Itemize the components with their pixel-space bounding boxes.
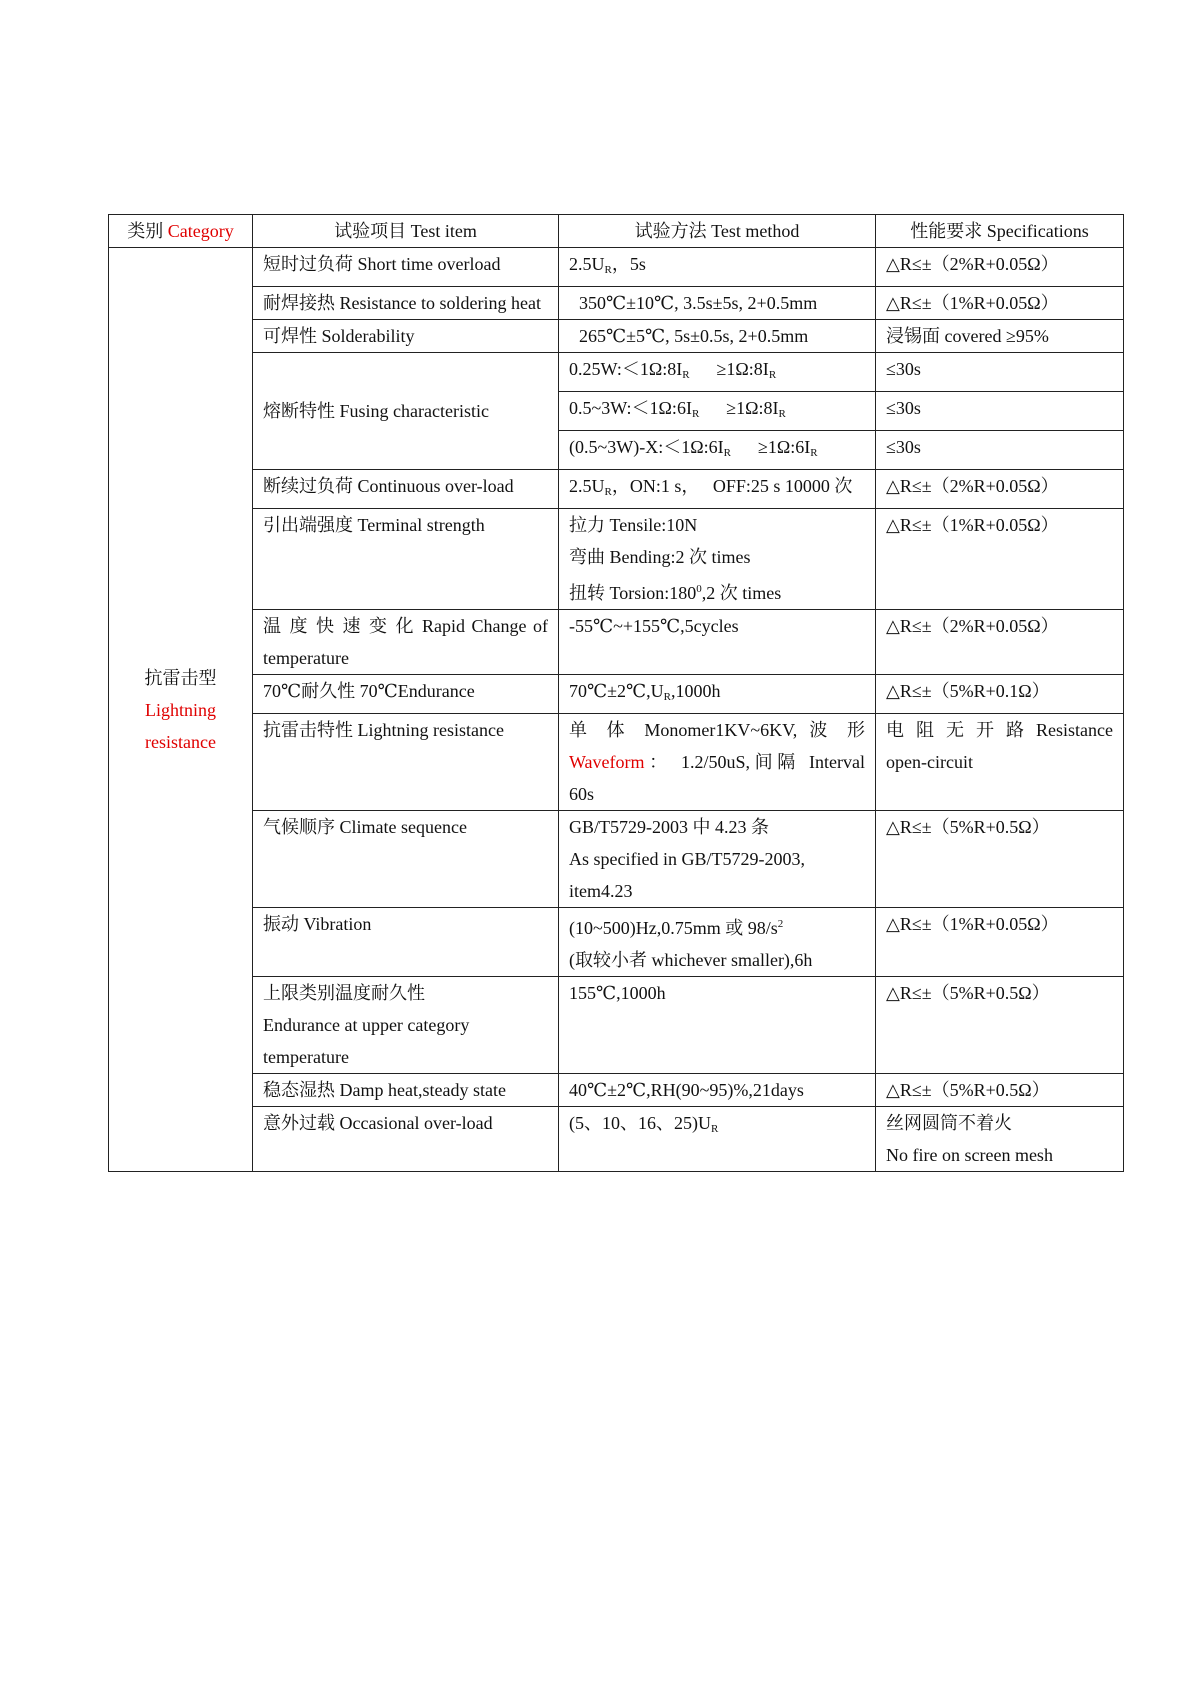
table-row	[109, 353, 1124, 392]
table-row	[109, 908, 1124, 977]
header-test-item: 试验项目 Test item	[253, 215, 559, 248]
row-vibration-method: (10~500)Hz,0.75mm 或 $98/s^2$ (取较小者 whichever smaller),6h	[559, 908, 876, 977]
row-fusing-spec-2: ≤30s	[876, 392, 1124, 431]
table-row	[109, 509, 1124, 610]
row-terminal-strength-spec: △R≤±（1%R+0.05Ω）	[876, 509, 1124, 610]
row-lightning-method: 单 体 Monomer1KV~6KV, 波 形 Waveform： 1.2/50uS,间隔 Interval 60s	[559, 714, 876, 811]
row-rapid-change-item: 温 度 快 速 变 化 Rapid Change of temperature	[253, 610, 559, 675]
header-specifications: 性能要求 Specifications	[876, 215, 1124, 248]
table-row	[109, 470, 1124, 509]
row-soldering-heat-item: 耐焊接热 Resistance to soldering heat	[253, 287, 559, 320]
header-category-en: Category	[167, 221, 234, 241]
header-category: 类别 Category	[109, 215, 253, 248]
table-row	[109, 675, 1124, 714]
row-terminal-strength-method: 拉力 Tensile:10N 弯曲 Bending:2 次 times 扭转 $Torsion:180^0,2$ 次 times	[559, 509, 876, 610]
table-row	[109, 287, 1124, 320]
row-solderability-item: 可焊性 Solderability	[253, 320, 559, 353]
row-soldering-heat-method: 350℃±10℃, 3.5s±5s, 2+0.5mm	[559, 287, 876, 320]
row-occasional-overload-spec: 丝网圆筒不着火 No fire on screen mesh	[876, 1107, 1124, 1172]
category-cn: 抗雷击型	[144, 667, 217, 688]
category-cell	[109, 248, 253, 1172]
table-header-row	[109, 215, 1124, 248]
row-upper-category-item: 上限类别温度耐久性 Endurance at upper category temperature	[253, 977, 559, 1074]
row-rapid-change-spec: △R≤±（2%R+0.05Ω）	[876, 610, 1124, 675]
row-short-time-overload-method: $2.5U_R$，5s	[559, 248, 876, 287]
test-specification-table	[108, 214, 1124, 1172]
row-fusing-spec-1: ≤30s	[876, 353, 1124, 392]
spec-table-container	[108, 214, 1123, 1172]
table-row	[109, 811, 1124, 908]
row-climate-spec: △R≤±（5%R+0.5Ω）	[876, 811, 1124, 908]
row-continuous-overload-item: 断续过负荷 Continuous over-load	[253, 470, 559, 509]
table-row	[109, 714, 1124, 811]
table-row	[109, 1074, 1124, 1107]
row-continuous-overload-method: $2.5U_R$，ON:1 s， OFF:25 s 10000 次	[559, 470, 876, 509]
row-occasional-overload-method: (5、10、16、$25)U_R$	[559, 1107, 876, 1172]
row-vibration-spec: △R≤±（1%R+0.05Ω）	[876, 908, 1124, 977]
row-short-time-overload-spec: △R≤±（2%R+0.05Ω）	[876, 248, 1124, 287]
row-fusing-method-2: $0.5\sim 3W:<1\Omega:6I_R$ $\ge 1\Omega:8I_R$	[559, 392, 876, 431]
row-soldering-heat-spec: △R≤±（1%R+0.05Ω）	[876, 287, 1124, 320]
row-short-time-overload-item: 短时过负荷 Short time overload	[253, 248, 559, 287]
table-row	[109, 320, 1124, 353]
table-row	[109, 610, 1124, 675]
row-continuous-overload-spec: △R≤±（2%R+0.05Ω）	[876, 470, 1124, 509]
category-en-1: Lightning	[145, 699, 216, 720]
row-upper-category-method: 155℃,1000h	[559, 977, 876, 1074]
category-en-2: resistance	[145, 731, 216, 752]
table-row	[109, 1107, 1124, 1172]
row-upper-category-spec: △R≤±（5%R+0.5Ω）	[876, 977, 1124, 1074]
row-damp-heat-item: 稳态湿热 Damp heat,steady state	[253, 1074, 559, 1107]
row-climate-method: GB/T5729-2003 中 4.23 条 As specified in GB/T5729-2003, item4.23	[559, 811, 876, 908]
row-endurance-70-item: 70℃耐久性 70℃Endurance	[253, 675, 559, 714]
row-solderability-method: 265℃±5℃, 5s±0.5s, 2+0.5mm	[559, 320, 876, 353]
row-endurance-70-spec: △R≤±（5%R+0.1Ω）	[876, 675, 1124, 714]
header-test-method: 试验方法 Test method	[559, 215, 876, 248]
table-row	[109, 248, 1124, 287]
row-occasional-overload-item: 意外过载 Occasional over-load	[253, 1107, 559, 1172]
row-fusing-method-1: $0.25W:<1\Omega:8I_R$ $\ge 1\Omega:8I_R$	[559, 353, 876, 392]
row-lightning-item: 抗雷击特性 Lightning resistance	[253, 714, 559, 811]
row-lightning-spec: 电 阻 无 开 路 Resistance open-circuit	[876, 714, 1124, 811]
row-damp-heat-spec: △R≤±（5%R+0.5Ω）	[876, 1074, 1124, 1107]
row-climate-item: 气候顺序 Climate sequence	[253, 811, 559, 908]
row-vibration-item: 振动 Vibration	[253, 908, 559, 977]
row-fusing-spec-3: ≤30s	[876, 431, 1124, 470]
row-fusing-item: 熔断特性 Fusing characteristic	[253, 353, 559, 470]
row-damp-heat-method: 40℃±2℃,RH(90~95)%,21days	[559, 1074, 876, 1107]
row-solderability-spec: 浸锡面 covered ≥95%	[876, 320, 1124, 353]
table-row	[109, 977, 1124, 1074]
row-rapid-change-method: -55℃~+155℃,5cycles	[559, 610, 876, 675]
row-fusing-method-3: $(0.5\sim 3W)-X:<1\Omega:6I_R$ $\ge 1\Omega:6I_R$	[559, 431, 876, 470]
row-terminal-strength-item: 引出端强度 Terminal strength	[253, 509, 559, 610]
row-endurance-70-method: $70℃\pm 2℃,U_R,1000h$	[559, 675, 876, 714]
